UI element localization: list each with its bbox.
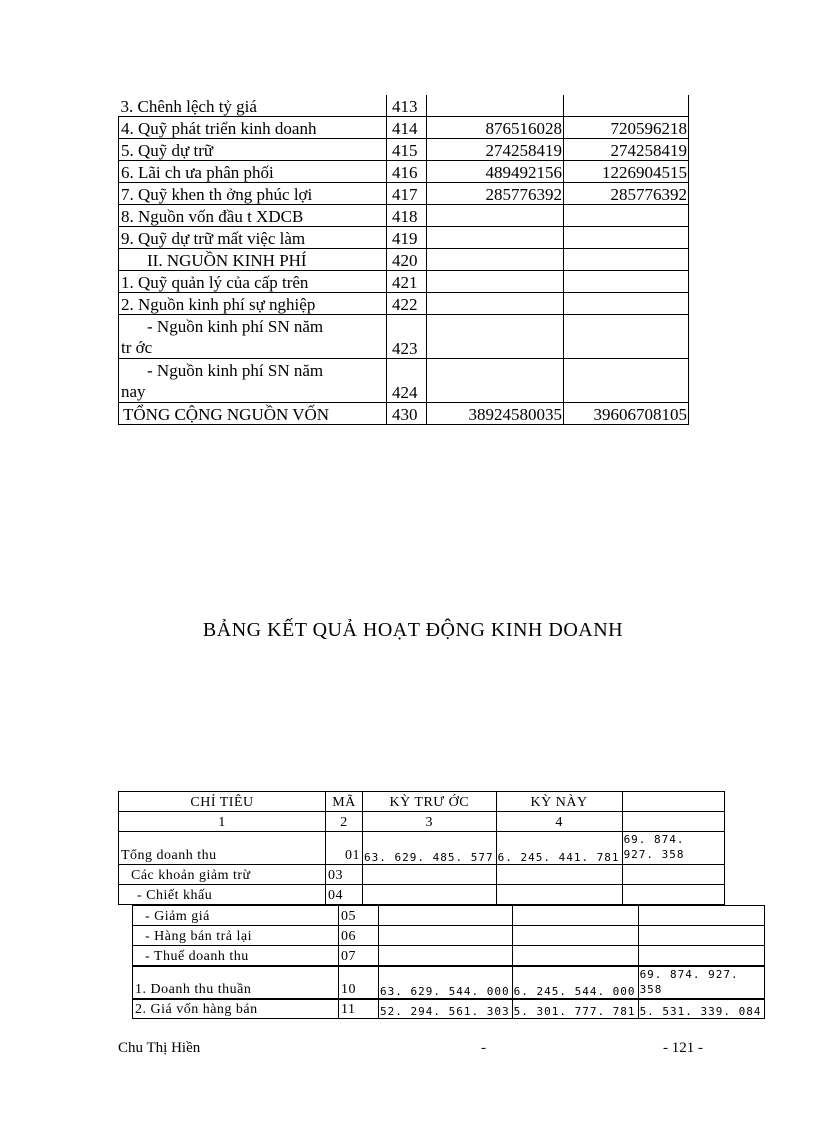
table-row xyxy=(119,117,689,139)
table-row xyxy=(119,249,689,271)
colnum-prev-period: 3 xyxy=(363,812,497,832)
colnum-indicator: 1 xyxy=(119,812,326,832)
row-code: 11 xyxy=(339,999,379,1019)
row-curr-value xyxy=(564,293,689,315)
row-label: 3. Chênh lệch tỷ giá xyxy=(119,95,387,117)
row-code: 419 xyxy=(387,227,427,249)
row-curr-value xyxy=(564,359,689,403)
row-prev-value: 489492156 xyxy=(427,161,564,183)
row-curr-value: 285776392 xyxy=(564,183,689,205)
row-code: 05 xyxy=(339,906,379,926)
row-prev-value xyxy=(427,227,564,249)
row-label-line1: - Nguồn kinh phí SN năm xyxy=(147,317,324,336)
row-code: 03 xyxy=(326,865,363,885)
table-row xyxy=(119,183,689,205)
row-extra-value xyxy=(638,946,764,966)
row-curr-value xyxy=(512,926,638,946)
row-prev-value xyxy=(427,249,564,271)
row-curr-value xyxy=(512,906,638,926)
row-extra-value: 69. 874. 927. 358 xyxy=(638,966,764,999)
header-extra xyxy=(622,792,724,812)
row-curr-value: 274258419 xyxy=(564,139,689,161)
row-code: 413 xyxy=(387,95,427,117)
row-code: 420 xyxy=(387,249,427,271)
footer-page-number: - 121 - xyxy=(663,1040,703,1056)
table-row xyxy=(119,271,689,293)
row-prev-value: 285776392 xyxy=(427,183,564,205)
row-curr-value xyxy=(496,885,622,905)
header-prev-period: KỲ TRƯ ỚC xyxy=(363,792,497,812)
row-label: 1. Doanh thu thuần xyxy=(133,966,339,999)
table-row xyxy=(119,161,689,183)
row-label-line2: tr ớc xyxy=(121,338,153,357)
row-curr-value xyxy=(564,249,689,271)
row-prev-value xyxy=(379,926,513,946)
table-row xyxy=(119,885,725,905)
row-label: Tổng doanh thu xyxy=(119,832,326,865)
table-column-number-row xyxy=(119,812,725,832)
row-label: Các khoản giảm trừ xyxy=(119,865,326,885)
row-label: TỔNG CỘNG NGUỒN VỐN xyxy=(119,403,387,425)
colnum-extra xyxy=(622,812,724,832)
row-prev-value: 876516028 xyxy=(427,117,564,139)
row-code: 06 xyxy=(339,926,379,946)
row-curr-value xyxy=(564,95,689,117)
row-code: 417 xyxy=(387,183,427,205)
row-prev-value: 52. 294. 561. 303 xyxy=(379,999,513,1019)
row-extra-value: 5. 531. 339. 084 xyxy=(638,999,764,1019)
row-extra-value: 69. 874. 927. 358 xyxy=(622,832,724,865)
row-extra-value xyxy=(622,865,724,885)
header-code: MÃ xyxy=(326,792,363,812)
row-extra-value xyxy=(638,906,764,926)
table-row xyxy=(119,359,689,403)
row-label: 6. Lãi ch ưa phân phối xyxy=(119,161,387,183)
row-prev-value xyxy=(363,865,497,885)
row-code: 01 xyxy=(326,832,363,865)
table-row xyxy=(119,293,689,315)
row-label: - Chiết khấu xyxy=(119,885,326,905)
row-code: 418 xyxy=(387,205,427,227)
header-indicator: CHỈ TIÊU xyxy=(119,792,326,812)
row-curr-value: 5. 301. 777. 781 xyxy=(512,999,638,1019)
row-extra-value xyxy=(638,926,764,946)
row-label-line2: nay xyxy=(121,382,146,401)
income-statement-table-continued xyxy=(132,905,765,1019)
footer-author: Chu Thị Hiền xyxy=(118,1040,201,1056)
table-row xyxy=(133,999,765,1019)
row-label: - Thuế doanh thu xyxy=(133,946,339,966)
colnum-this-period: 4 xyxy=(496,812,622,832)
header-this-period: KỲ NÀY xyxy=(496,792,622,812)
row-code: 415 xyxy=(387,139,427,161)
row-prev-value xyxy=(427,95,564,117)
table-row xyxy=(119,139,689,161)
row-prev-value xyxy=(427,315,564,359)
row-curr-value: 39606708105 xyxy=(564,403,689,425)
row-curr-value xyxy=(564,271,689,293)
row-prev-value: 274258419 xyxy=(427,139,564,161)
row-prev-value: 63. 629. 485. 577 xyxy=(363,832,497,865)
row-curr-value: 6. 245. 544. 000 xyxy=(512,966,638,999)
table-row xyxy=(133,906,765,926)
row-label: - Giảm giá xyxy=(133,906,339,926)
row-curr-value: 6. 245. 441. 781 xyxy=(496,832,622,865)
row-curr-value xyxy=(564,205,689,227)
colnum-code: 2 xyxy=(326,812,363,832)
row-prev-value: 63. 629. 544. 000 xyxy=(379,966,513,999)
table-row xyxy=(119,865,725,885)
footer-separator: - xyxy=(481,1040,486,1056)
row-label: 9. Quỹ dự trữ mất việc làm xyxy=(119,227,387,249)
row-code: 421 xyxy=(387,271,427,293)
row-prev-value xyxy=(427,271,564,293)
table-row xyxy=(119,205,689,227)
row-prev-value xyxy=(427,205,564,227)
row-prev-value xyxy=(379,946,513,966)
row-code: 430 xyxy=(387,403,427,425)
row-code: 10 xyxy=(339,966,379,999)
row-curr-value xyxy=(512,946,638,966)
row-curr-value: 1226904515 xyxy=(564,161,689,183)
table-row-total xyxy=(119,403,689,425)
row-curr-value: 720596218 xyxy=(564,117,689,139)
row-label: 5. Quỹ dự trữ xyxy=(119,139,387,161)
row-code: 414 xyxy=(387,117,427,139)
row-label: 1. Quỹ quản lý của cấp trên xyxy=(119,271,387,293)
income-statement-table xyxy=(118,791,725,905)
row-label: 8. Nguồn vốn đầu t XDCB xyxy=(119,205,387,227)
table-row xyxy=(133,926,765,946)
row-code: 07 xyxy=(339,946,379,966)
row-code: 424 xyxy=(387,359,427,403)
row-label: - Hàng bán trả lại xyxy=(133,926,339,946)
table-header-row xyxy=(119,792,725,812)
row-curr-value xyxy=(564,227,689,249)
row-curr-value xyxy=(564,315,689,359)
row-curr-value xyxy=(496,865,622,885)
row-code: 422 xyxy=(387,293,427,315)
row-prev-value xyxy=(427,359,564,403)
row-code: 423 xyxy=(387,315,427,359)
row-prev-value xyxy=(363,885,497,905)
balance-sheet-table xyxy=(118,95,689,425)
row-label: 4. Quỹ phát triển kinh doanh xyxy=(119,117,387,139)
table-row xyxy=(133,946,765,966)
row-code: 416 xyxy=(387,161,427,183)
row-label: 2. Nguồn kinh phí sự nghiệp xyxy=(119,293,387,315)
row-label-line1: - Nguồn kinh phí SN năm xyxy=(147,361,324,380)
page-title: BẢNG KẾT QUẢ HOẠT ĐỘNG KINH DOANH xyxy=(202,619,624,641)
row-extra-value xyxy=(622,885,724,905)
row-code: 04 xyxy=(326,885,363,905)
table-row xyxy=(119,832,725,865)
row-prev-value xyxy=(427,293,564,315)
table-row xyxy=(119,315,689,359)
row-prev-value: 38924580035 xyxy=(427,403,564,425)
table-row xyxy=(133,966,765,999)
row-label xyxy=(119,315,387,359)
row-prev-value xyxy=(379,906,513,926)
table-row xyxy=(119,227,689,249)
row-label: 7. Quỹ khen th ởng phúc lợi xyxy=(119,183,387,205)
row-label: 2. Giá vốn hàng bán xyxy=(133,999,339,1019)
row-label: II. NGUỒN KINH PHÍ xyxy=(119,249,387,271)
table-row xyxy=(119,95,689,117)
row-label xyxy=(119,359,387,403)
